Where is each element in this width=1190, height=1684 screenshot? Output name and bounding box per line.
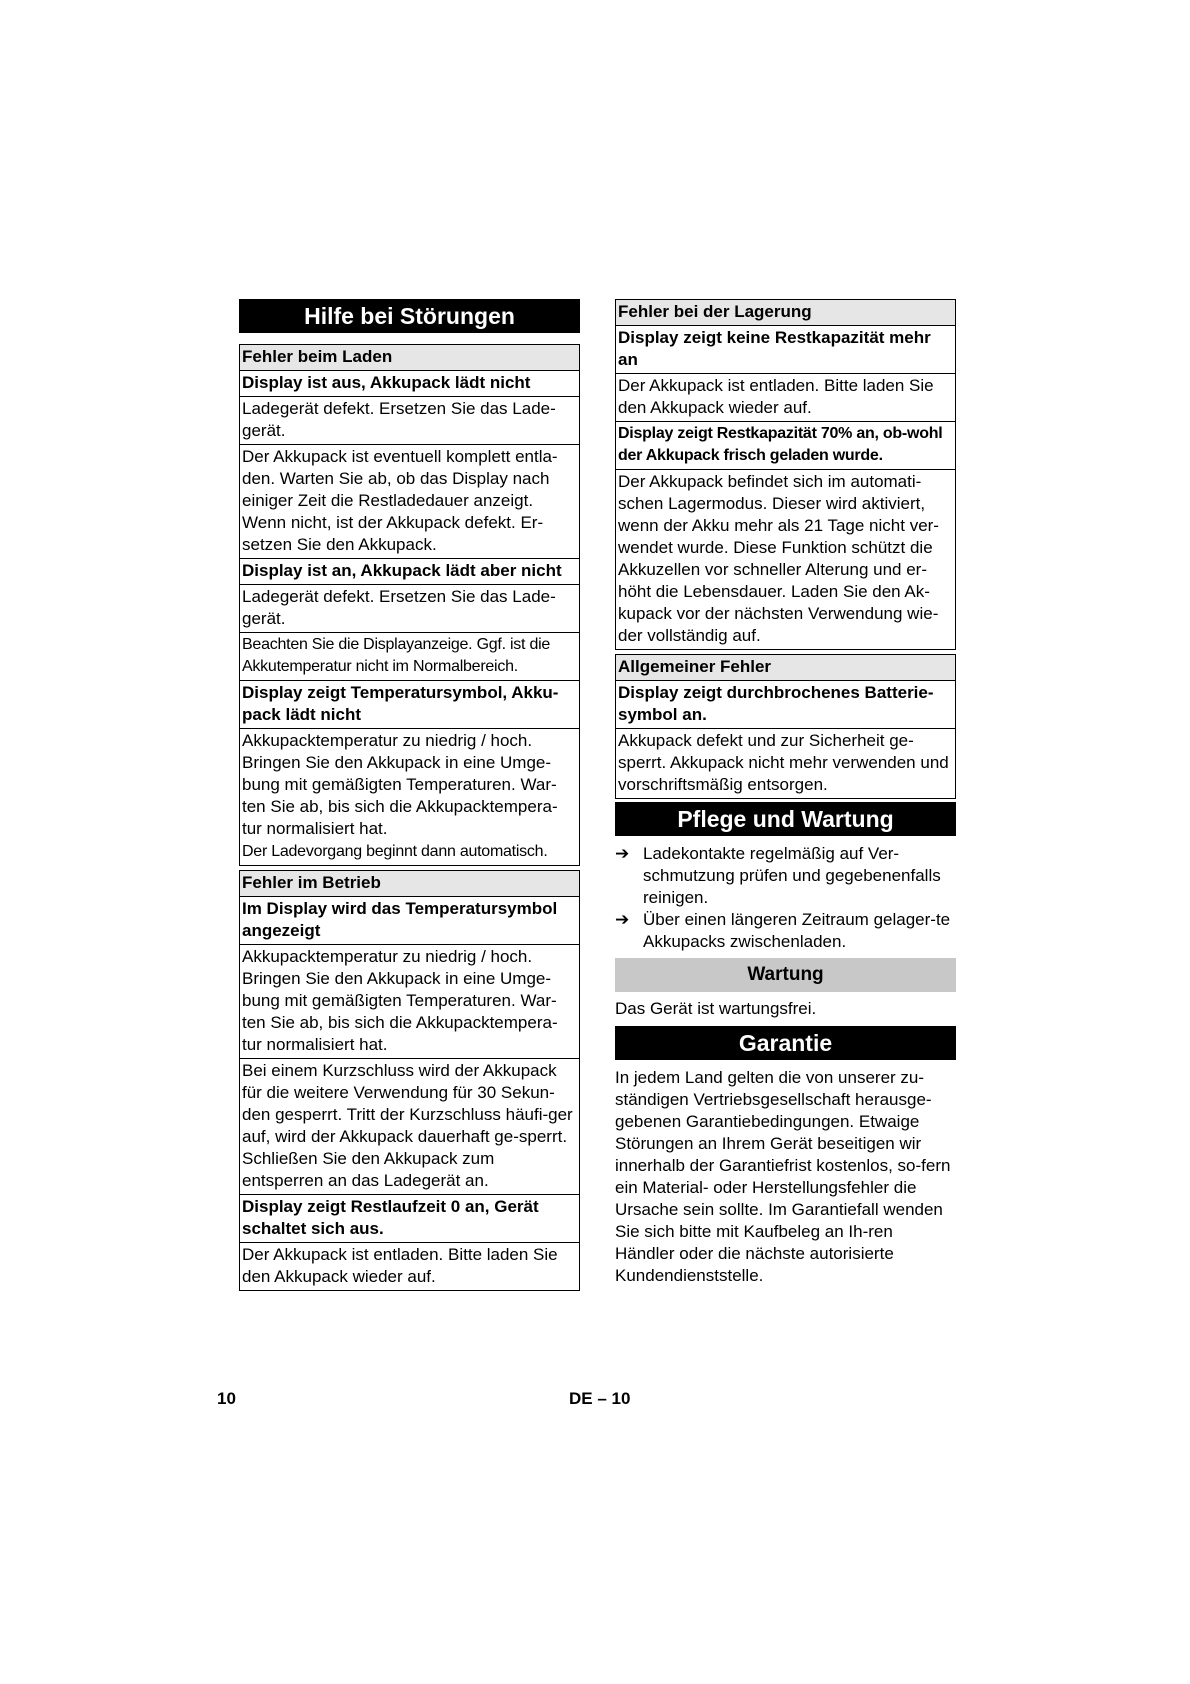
storage-solution-1: Der Akkupack ist entladen. Bitte laden Sie den Akkupack wieder auf.	[616, 374, 956, 422]
charging-solution-3	[240, 729, 580, 866]
storage-problem-1: Display zeigt keine Restkapazität mehr an	[616, 326, 956, 374]
charging-solution-3-note: Der Ladevorgang beginnt dann automatisch.	[242, 843, 548, 860]
charging-solution-1a: Ladegerät defekt. Ersetzen Sie das Lade-gerät.	[240, 397, 580, 445]
section-title-warranty: Garantie	[615, 1026, 956, 1060]
charging-solution-2b: Beachten Sie die Displayanzeige. Ggf. ist die Akkutemperatur nicht im Normalbereich.	[240, 633, 580, 681]
storage-errors-header: Fehler bei der Lagerung	[616, 300, 956, 326]
charging-errors-header: Fehler beim Laden	[240, 345, 580, 371]
arrow-right-icon: ➔	[615, 910, 630, 929]
arrow-right-icon: ➔	[615, 844, 630, 863]
storage-errors-table	[615, 299, 956, 650]
section-title-maintenance: Wartung	[615, 958, 956, 992]
operation-problem-1: Im Display wird das Temperatursymbol angezeigt	[240, 897, 580, 945]
charging-problem-3: Display zeigt Temperatursymbol, Akku-pack lädt nicht	[240, 681, 580, 729]
right-column	[615, 299, 956, 1287]
operation-errors-table	[239, 870, 580, 1291]
charging-errors-table	[239, 344, 580, 866]
section-title-troubleshooting: Hilfe bei Störungen	[239, 299, 580, 333]
charging-problem-2: Display ist an, Akkupack lädt aber nicht	[240, 559, 580, 585]
care-instruction-text: Ladekontakte regelmäßig auf Ver-schmutzung prüfen und gegebenenfalls reinigen.	[643, 844, 941, 907]
operation-solution-1b: Bei einem Kurzschluss wird der Akkupack für die weitere Verwendung für 30 Sekun-den gesperrt. Tritt der Kurzschluss häufi-ger auf, wird der Akkupack dauerhaft ge-sperrt. Schließen Sie den Akkupack zum entsperren an das Ladegerät an.	[240, 1059, 580, 1195]
general-solution-1: Akkupack defekt und zur Sicherheit ge-sperrt. Akkupack nicht mehr verwenden und vorschriftsmäßig entsorgen.	[616, 729, 956, 799]
charging-solution-2a: Ladegerät defekt. Ersetzen Sie das Lade-gerät.	[240, 585, 580, 633]
section-title-care: Pflege und Wartung	[615, 802, 956, 836]
maintenance-text: Das Gerät ist wartungsfrei.	[615, 999, 817, 1018]
care-instruction-text: Über einen längeren Zeitraum gelager-te Akkupacks zwischenladen.	[643, 910, 951, 951]
warranty-text: In jedem Land gelten die von unserer zu-ständigen Vertriebsgesellschaft herausge-gebenen Garantiebedingungen. Etwaige Störungen an Ihrem Gerät beseitigen wir innerhalb der Garantiefrist kostenlos, so-fern ein Material- oder Herstellungsfehler die Ursache sein sollte. Im Garantiefall wenden Sie sich bitte mit Kaufbeleg an Ih-ren Händler oder die nächste autorisierte Kundendienststelle.	[615, 1068, 951, 1285]
operation-solution-2: Der Akkupack ist entladen. Bitte laden Sie den Akkupack wieder auf.	[240, 1243, 580, 1291]
storage-solution-2: Der Akkupack befindet sich im automati-schen Lagermodus. Dieser wird aktiviert, wenn der Akku mehr als 21 Tage nicht ver-wendet wurde. Diese Funktion schützt die Akkuzellen vor schneller Alterung und er-höht die Lebensdauer. Laden Sie den Ak-kupack vor der nächsten Verwendung wie-der vollständig auf.	[616, 470, 956, 650]
charging-solution-1b: Der Akkupack ist eventuell komplett entla-den. Warten Sie ab, ob das Display nach einiger Zeit die Restladedauer anzeigt. Wenn nicht, ist der Akkupack defekt. Er-setzen Sie den Akkupack.	[240, 445, 580, 559]
charging-solution-3-text: Akkupacktemperatur zu niedrig / hoch. Bringen Sie den Akkupack in eine Umge-bung mit gemäßigten Temperaturen. War-ten Sie ab, bis sich die Akkupacktempera-tur normalisiert hat.	[242, 731, 558, 838]
operation-problem-2: Display zeigt Restlaufzeit 0 an, Gerät schaltet sich aus.	[240, 1195, 580, 1243]
page-number: 10	[217, 1389, 236, 1408]
page-label: DE – 10	[569, 1389, 631, 1408]
operation-solution-1a: Akkupacktemperatur zu niedrig / hoch. Bringen Sie den Akkupack in eine Umge-bung mit gemäßigten Temperaturen. War-ten Sie ab, bis sich die Akkupacktempera-tur normalisiert hat.	[240, 945, 580, 1059]
list-item	[615, 843, 956, 909]
general-errors-header: Allgemeiner Fehler	[616, 655, 956, 681]
charging-problem-1: Display ist aus, Akkupack lädt nicht	[240, 371, 580, 397]
left-column	[239, 299, 580, 1291]
operation-errors-header: Fehler im Betrieb	[240, 871, 580, 897]
general-errors-table	[615, 654, 956, 799]
care-instructions-list	[615, 843, 956, 953]
general-problem-1: Display zeigt durchbrochenes Batterie-symbol an.	[616, 681, 956, 729]
storage-problem-2: Display zeigt Restkapazität 70% an, ob-wohl der Akkupack frisch geladen wurde.	[616, 422, 956, 470]
list-item	[615, 909, 956, 953]
